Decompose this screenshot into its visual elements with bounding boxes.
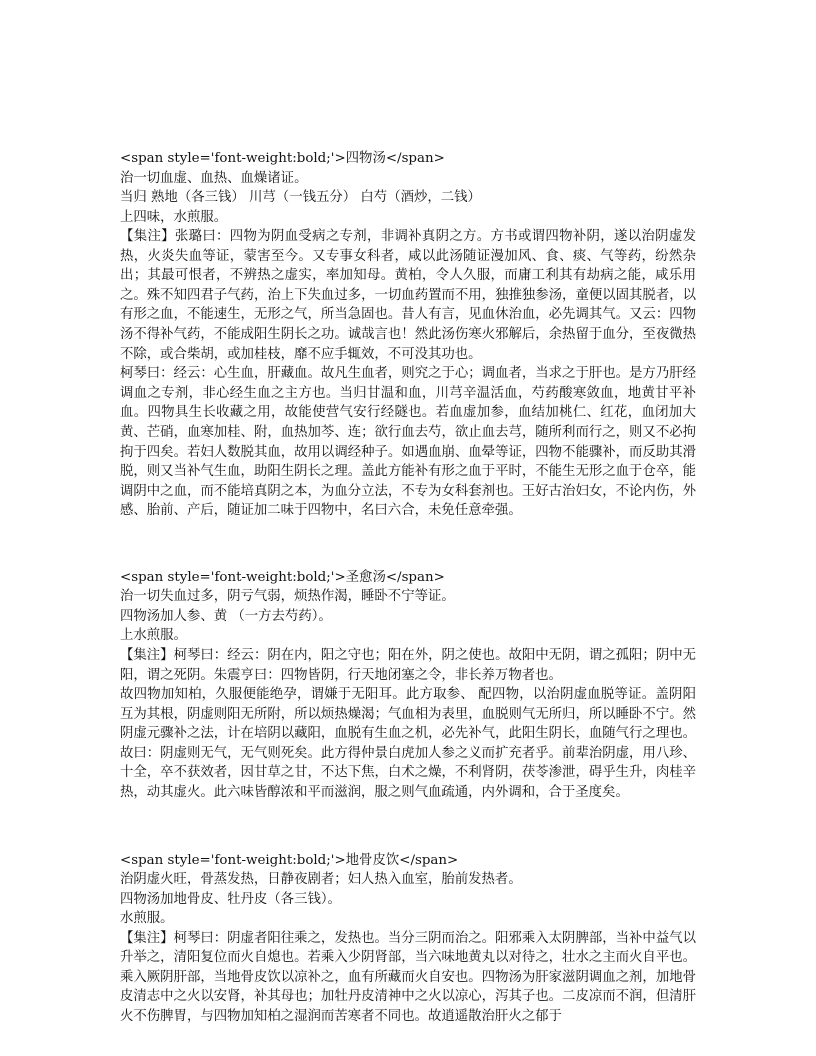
section-ingredients: 四物汤加人参、黄 （一方去芍药）。 [120, 608, 332, 624]
section-ingredients: 四物汤加地骨皮、牡丹皮（各三钱）。 [120, 891, 341, 907]
section-commentary: 【集注】柯琴曰：阴虚者阳往乘之，发热也。当分三阴而治之。阳邪乘入太阴脾部，当补中益气以升举之，清阳复位而火自熄也。若乘入少阴肾部，当六味地黄丸以对待之，壮水之主而火自平也。乘入厥阴肝部，当地骨皮饮以凉补之，血有所藏而火自安也。四物汤为肝家滋阴调血之剂，加地骨皮清志中之火以安肾，补其母也；加牡丹皮清神中之火以凉心，泻其子也。二皮凉而不润，但清肝火不伤脾胃，与四物加知柏之湿润而苦寒者不同也。故逍遥散治肝火之郁于 [120, 930, 696, 1025]
section-indication: 治一切失血过多，阴亏气弱，烦热作渴，睡卧不宁等证。 [120, 589, 455, 605]
section-preparation: 水煎服。 [120, 911, 174, 927]
section-commentary: 【集注】柯琴曰：经云：阴在内，阳之守也；阳在外，阴之使也。故阳中无阴，谓之孤阳；阴中无阳，谓之死阴。朱震亨曰：四物皆阴，行天地闭塞之令，非长养万物者也。 [120, 647, 696, 683]
section-title: <span style='font-weight:bold;'>四物汤</span> [120, 151, 445, 166]
section-preparation: 上水煎服。 [120, 628, 187, 644]
section-title: <span style='font-weight:bold;'>圣愈汤</span> [120, 569, 445, 585]
section-ingredients: 当归 熟地（各三钱） 川芎（一钱五分） 白芍（酒炒，二钱） [120, 190, 481, 205]
section-shengyu-tang [120, 568, 696, 803]
section-commentary: 故四物加知柏，久服便能绝孕，谓嫌于无阳耳。此方取参、 配四物，以治阴虚血脱等证。盖阴阳互为其根，阴虚则阳无所附，所以烦热燥渴；气血相为表里，血脱则气无所归，所以睡卧不宁。然阴虚元骤补之法，计在培阴以藏阳，血脱有生血之机，必先补气，此阳生阴长，血随气行之理也。故曰：阴虚则无气，无气则死矣。此方得仲景白虎加人参之义而扩充者乎。前辈治阴虚，用八珍、十全，卒不获效者，因甘草之甘，不达下焦，白术之燥，不利肾阴，茯苓渗泄，碍乎生升，肉桂辛热，动其虚火。此六味皆醇浓和平而滋润，服之则气血疏通，内外调和，合于圣度矣。 [120, 687, 696, 801]
section-indication: 治阴虚火旺，骨蒸发热，日静夜剧者；妇人热入血室，胎前发热者。 [120, 872, 522, 888]
section-siwu-tang [120, 149, 696, 521]
section-commentary: 【集注】张璐曰：四物为阴血受病之专剂，非调补真阴之方。方书或谓四物补阴，遂以治阴虚发热，火炎失血等证，蒙害至今。又专事女科者，咸以此汤随证漫加风、食、痰、气等药，纷然杂出；其最可恨者，不辨热之虚实，率加知母。黄柏，令人久服，而庸工利其有劫病之能，咸乐用之。殊不知四君子气药，治上下失血过多，一切血药置而不用，独推独参汤，童便以固其脱者，以有形之血，不能速生，无形之气，所当急固也。昔人有言，见血休治血，必先调其气。又云：四物汤不得补气药，不能成阳生阴长之功。诚哉言也！然此汤伤寒火邪解后，余热留于血分，至夜微热不除，或合柴胡，或加桂枝，靡不应手辄效，不可没其功也。 [120, 229, 696, 362]
section-digupi-yin [120, 851, 696, 1027]
document-page [120, 149, 696, 1027]
section-indication: 治一切血虚、血热、血燥诸证。 [120, 170, 308, 186]
section-spacer [120, 521, 696, 568]
section-title: <span style='font-weight:bold;'>地骨皮饮</span> [120, 852, 459, 868]
section-spacer [120, 803, 696, 851]
section-commentary: 柯琴曰：经云：心生血，肝藏血。故凡生血者，则究之于心；调血者，当求之于肝也。是方乃肝经调血之专剂，非心经生血之主方也。当归甘温和血，川芎辛温活血，芍药酸寒敛血，地黄甘平补血。四物具生长收藏之用，故能使营气安行经隧也。若血虚加参，血结加桃仁、红花，血闭加大黄、芒硝，血寒加桂、附，血热加芩、连；欲行血去芍，欲止血去芎，随所利而行之，则又不必拘拘于四矣。若妇人数脱其血，故用以调经种子。如遇血崩、血晕等证，四物不能骤补，而反助其滑脱，则又当补气生血，助阳生阴长之理。盖此方能补有形之血于平时，不能生无形之血于仓卒，能调阴中之血，而不能培真阴之本，为血分立法，不专为女科套剂也。王好古治妇女，不论内伤，外感、胎前、产后，随证加二味于四物中，名曰六合，未免任意牵强。 [120, 366, 696, 519]
section-preparation: 上四味，水煎服。 [120, 209, 228, 225]
